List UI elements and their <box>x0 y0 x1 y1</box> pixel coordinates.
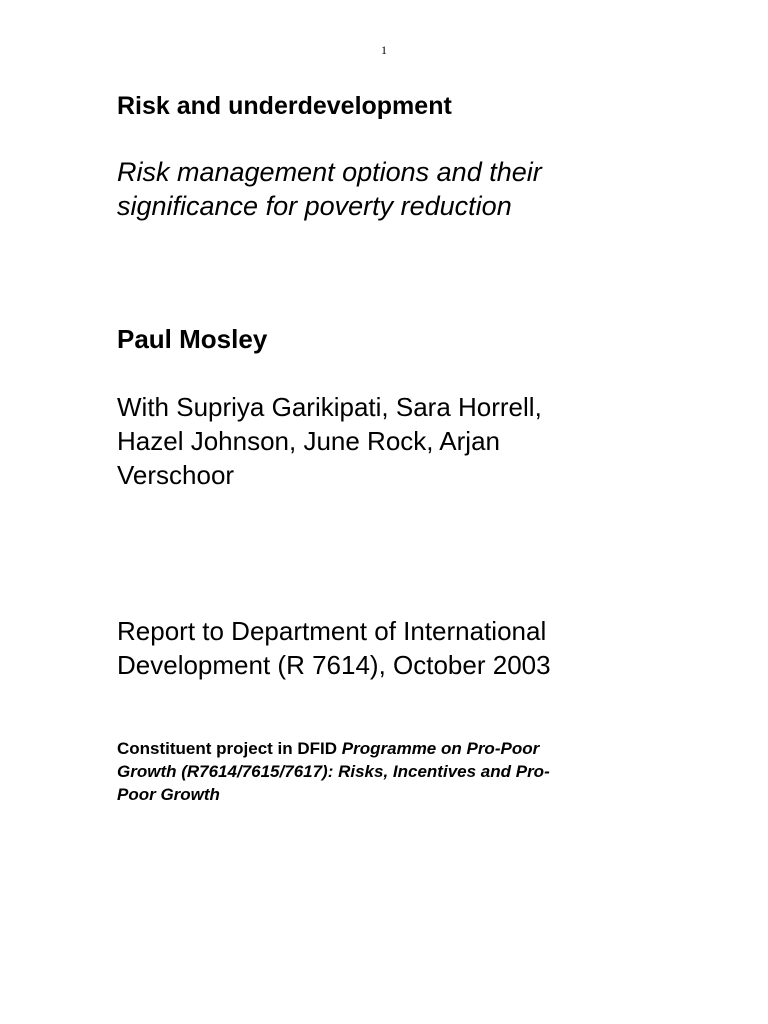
report-line-2: Development (R 7614), October 2003 <box>117 650 551 680</box>
project-programme-line-3: Poor Growth <box>117 785 220 804</box>
project-programme-line-1: Programme on Pro-Poor <box>341 739 540 758</box>
coauthors <box>117 390 677 492</box>
subtitle-line-1: Risk management options and their <box>117 157 542 187</box>
project-prefix: Constituent project in DFID <box>117 739 342 758</box>
project-programme-line-2: Growth (R7614/7615/7617): Risks, Incentives and Pro- <box>117 762 550 781</box>
document-title: Risk and underdevelopment <box>117 92 452 120</box>
coauthors-line-3: Verschoor <box>117 460 235 490</box>
report-line-1: Report to Department of International <box>117 616 547 646</box>
project-note <box>117 737 657 806</box>
subtitle-line-2: significance for poverty reduction <box>117 191 512 221</box>
coauthors-line-2: Hazel Johnson, June Rock, Arjan <box>117 426 500 456</box>
author-name: Paul Mosley <box>117 324 268 354</box>
page-number: 1 <box>381 43 387 57</box>
document-subtitle <box>117 155 717 223</box>
report-info <box>117 614 677 682</box>
coauthors-line-1: With Supriya Garikipati, Sara Horrell, <box>117 392 542 422</box>
